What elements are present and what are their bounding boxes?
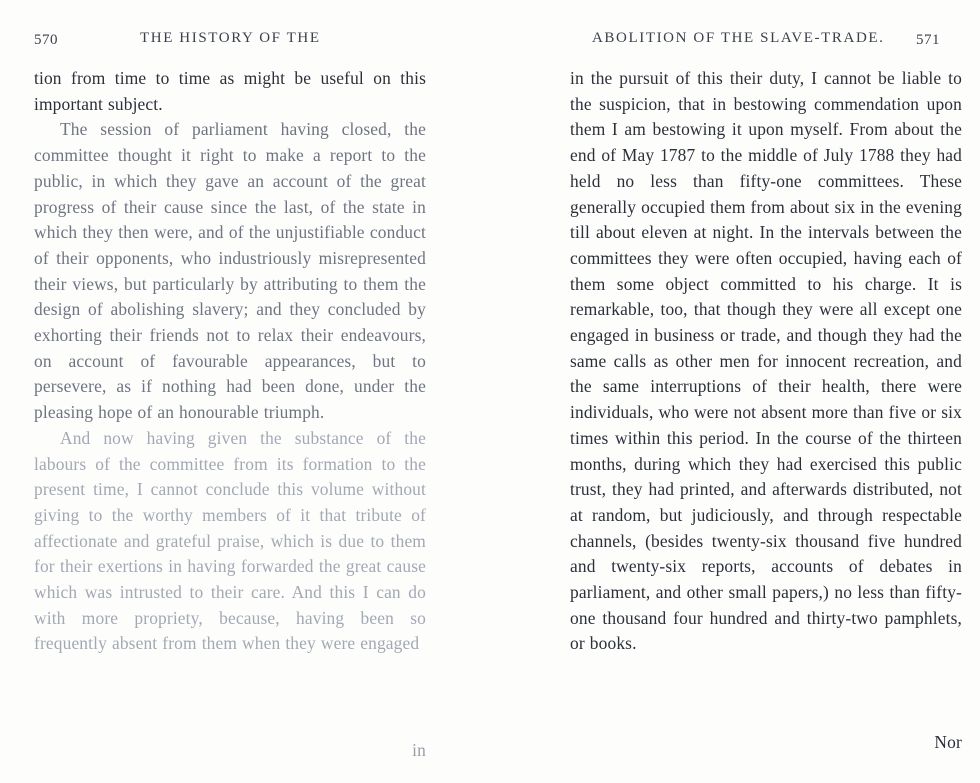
paragraph: And now having given the substance of the labours of the committee from its formation to the present time, I cannot conclude this volume without giving to the worthy members of it that tribute of affectionate and grateful praise, which is due to them for their exertions in having forwarded the great cause which was intrusted to their care. And this I can do with more propriety, because, having been so frequently absent from them when they were engaged [34,427,426,654]
left-page-running-head: THE HISTORY OF THE [140,30,321,46]
left-page-catchword: in [412,740,426,760]
paragraph: The session of parliament having closed, the committee thought it right to make a report to the public, in which they gave an account of the great progress of their cause since the last, of the state in which they then were, and of the unjustifiable conduct of their opponents, who industriously misrepresented their views, but particularly by attributing to them the design of abolishing slavery; and they concluded by exhorting their friends not to relax their endeavours, on account of favourable appearances, but to persevere, as if nothing had been done, under the pleasing hope of an honourable triumph. [34,119,426,423]
right-page-text-column [570,66,962,657]
left-page-text-column [34,66,426,657]
right-page-catchword: Nor [934,732,962,752]
right-page-folio: 571 [916,32,940,48]
right-page-running-head: ABOLITION OF THE SLAVE-TRADE. [592,30,885,46]
paragraph: tion from time to time as might be useful on this important subject. [34,68,426,114]
paragraph: in the pursuit of this their duty, I cannot be liable to the suspicion, that in bestowing commendation upon them I am bestowing it upon myself. From about the end of May 1787 to the middle of July 1788 they had held no less than fifty-one committees. These generally occupied them from about six in the evening till about eleven at night. In the intervals between the committees they were often occupied, having each of them some object committed to his charge. It is remarkable, too, that though they were all except one engaged in business or trade, and though they had the same calls as other men for innocent recreation, and the same interruptions of their health, there were individuals, who were not absent more than five or six times within this period. In the course of the thirteen months, during which they had exercised this public trust, they had printed, and afterwards distributed, not at random, but judiciously, and through respectable channels, (besides twenty-six thousand five hundred and twenty-six reports, accounts of debates in parliament, and other small papers,) no less than fifty-one thousand four hundred and thirty-two pamphlets, or books. [570,68,962,654]
left-page-folio: 570 [34,32,58,48]
